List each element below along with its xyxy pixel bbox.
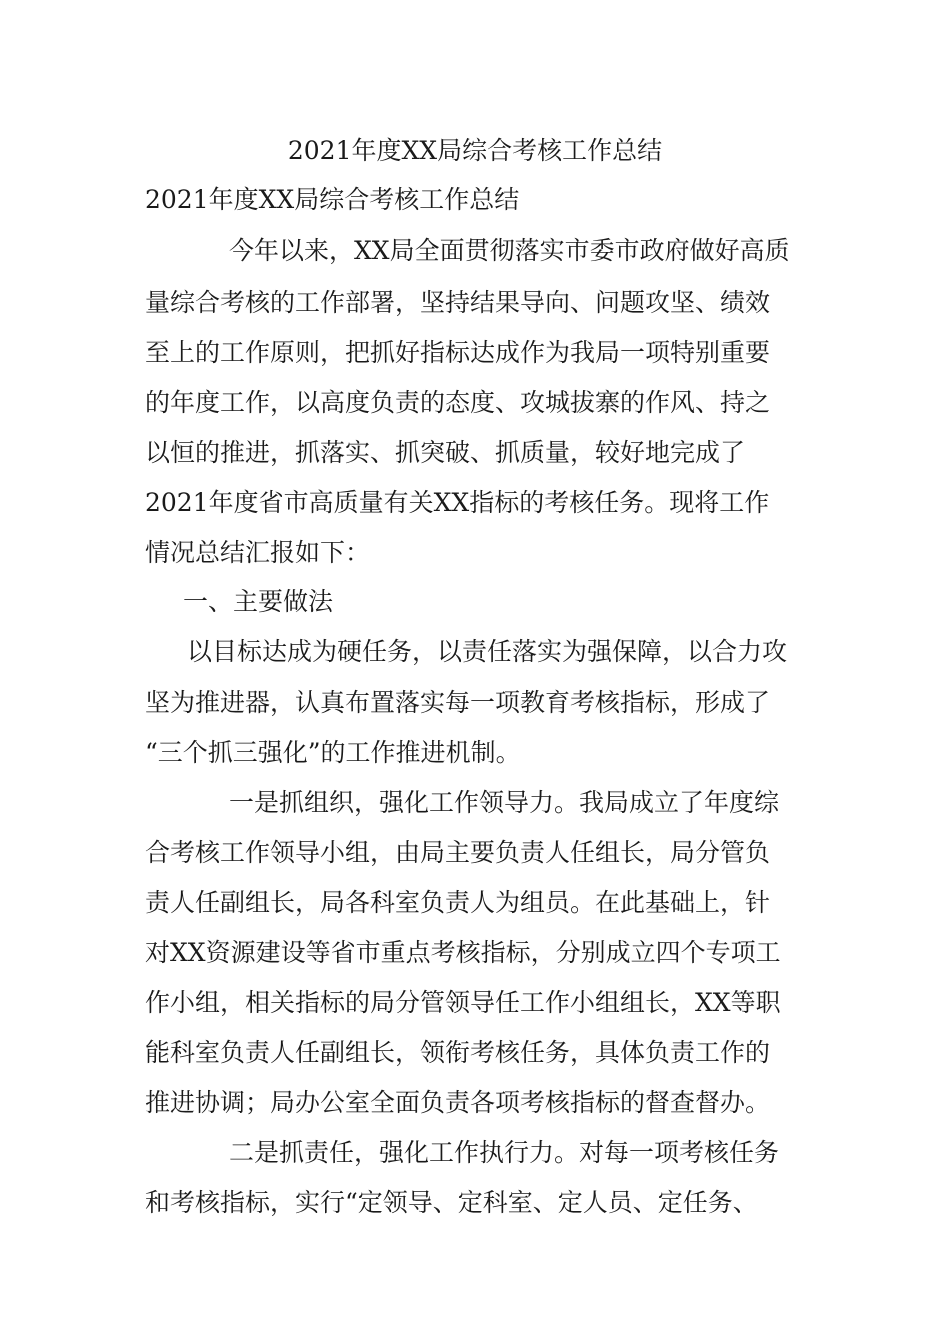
paragraph-line: 推进协调；局办公室全面负责各项考核指标的督查督办。 bbox=[145, 1088, 771, 1117]
paragraph-line: 情况总结汇报如下： bbox=[145, 538, 371, 567]
paragraph-line: 今年以来，XX局全面贯彻落实市委市政府做好高质 bbox=[229, 236, 790, 265]
paragraph-line: 作小组，相关指标的局分管领导任工作小组组长，XX等职 bbox=[145, 988, 781, 1017]
paragraph-line: 量综合考核的工作部署，坚持结果导向、问题攻坚、绩效 bbox=[145, 288, 771, 317]
paragraph-line: 对XX资源建设等省市重点考核指标，分别成立四个专项工 bbox=[145, 938, 781, 967]
paragraph-line: 至上的工作原则，把抓好指标达成作为我局一项特别重要 bbox=[145, 338, 771, 367]
document-subtitle: 2021年度XX局综合考核工作总结 bbox=[145, 185, 520, 214]
paragraph-line: 和考核指标，实行“定领导、定科室、定人员、定任务、 bbox=[145, 1188, 758, 1217]
paragraph-line: 能科室负责人任副组长，领衔考核任务，具体负责工作的 bbox=[145, 1038, 771, 1067]
paragraph-line: 以目标达成为硬任务，以责任落实为强保障，以合力攻 bbox=[187, 637, 788, 666]
paragraph-line: 坚为推进器，认真布置落实每一项教育考核指标，形成了 bbox=[145, 688, 771, 717]
document-title: 2021年度XX局综合考核工作总结 bbox=[287, 136, 663, 165]
paragraph-line: 的年度工作，以高度负责的态度、攻城拔寨的作风、持之 bbox=[145, 388, 771, 417]
paragraph-line: “三个抓三强化”的工作推进机制。 bbox=[145, 738, 521, 767]
paragraph-line: 一是抓组织，强化工作领导力。我局成立了年度综 bbox=[229, 788, 780, 817]
paragraph-line: 2021年度省市高质量有关XX指标的考核任务。现将工作 bbox=[145, 488, 770, 517]
paragraph-line: 以恒的推进，抓落实、抓突破、抓质量，较好地完成了 bbox=[145, 438, 746, 467]
paragraph-line: 责人任副组长，局各科室负责人为组员。在此基础上，针 bbox=[145, 888, 771, 917]
paragraph-line: 合考核工作领导小组，由局主要负责人任组长，局分管负 bbox=[145, 838, 771, 867]
paragraph-line: 二是抓责任，强化工作执行力。对每一项考核任务 bbox=[229, 1138, 780, 1167]
section-heading: 一、主要做法 bbox=[183, 587, 334, 616]
